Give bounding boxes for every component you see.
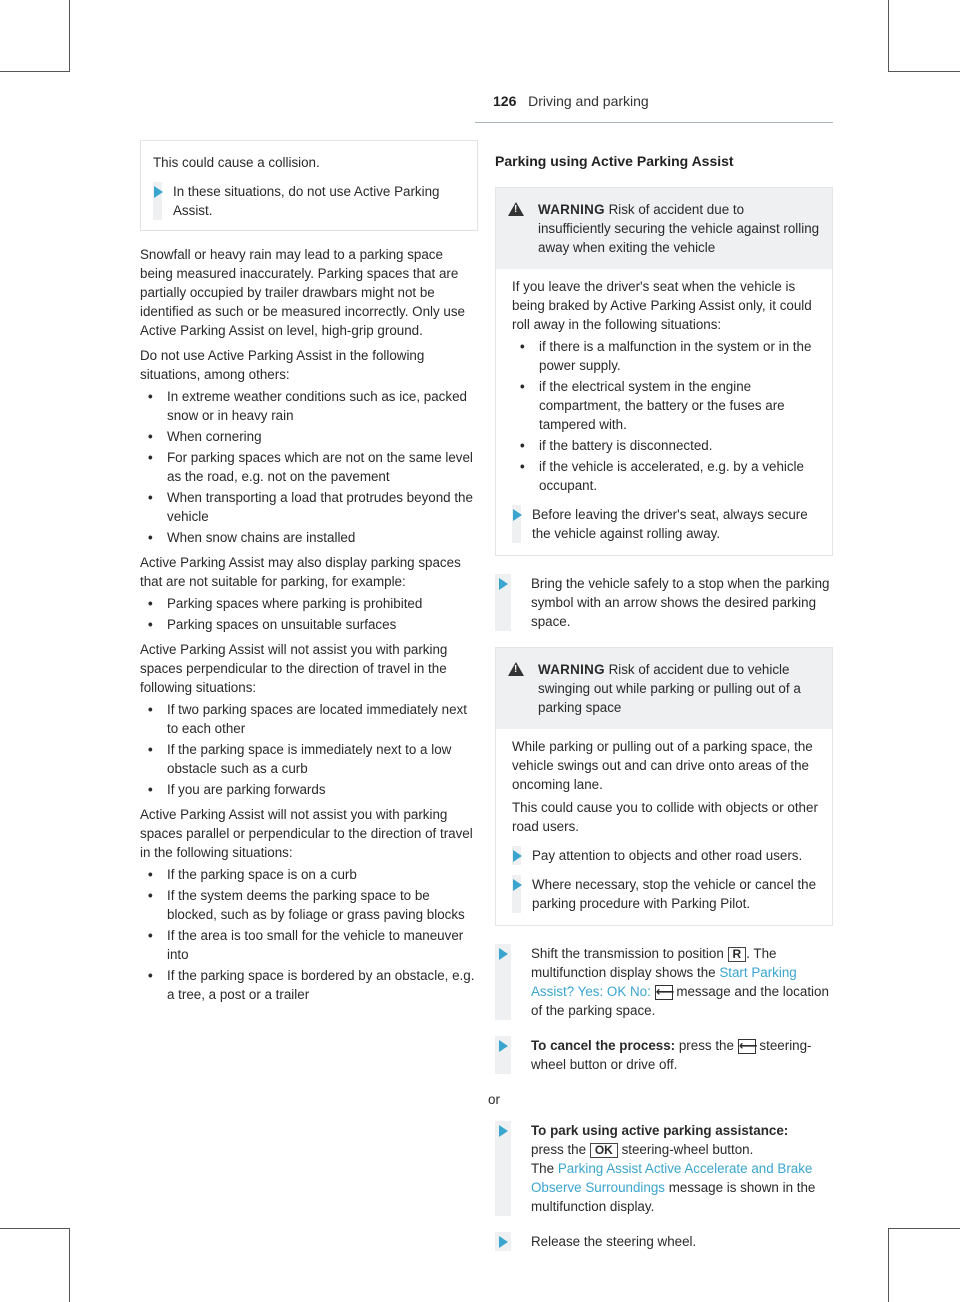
list-item: • Parking spaces where parking is prohibited — [140, 594, 478, 613]
action-text: Pay attention to objects and other road users. — [532, 848, 803, 863]
action-text: Where necessary, stop the vehicle or cancel the parking procedure with Parking Pilot. — [532, 877, 817, 911]
step-item — [495, 1232, 833, 1251]
action-text: In these situations, do not use Active Parking Assist. — [173, 184, 440, 218]
bullet-list — [512, 337, 820, 495]
step-arrow-icon — [499, 1236, 508, 1248]
action-item — [512, 505, 820, 543]
bullet-list — [140, 865, 478, 1004]
section-title: Driving and parking — [528, 93, 649, 109]
list-item: • When snow chains are installed — [140, 528, 478, 547]
step-item — [495, 1036, 833, 1074]
display-message: Start Parking Assist? Yes: OK No: — [531, 965, 797, 999]
step-item — [495, 574, 833, 631]
warning-header — [496, 188, 832, 269]
step-text: message is shown in the multifunction display. — [531, 1180, 816, 1214]
step-arrow-icon — [499, 1125, 508, 1137]
back-arrow-icon: ⟵ — [655, 983, 675, 999]
ok-button-symbol: OK — [590, 1143, 618, 1158]
action-arrow-icon — [513, 879, 522, 891]
step-text: Release the steering wheel. — [531, 1234, 697, 1249]
crop-mark — [888, 1228, 960, 1229]
bullet-list — [140, 387, 478, 547]
crop-mark — [0, 71, 70, 72]
list-item: • If the parking space is on a curb — [140, 865, 478, 884]
warning-title: Risk of accident due to insufficiently securing the vehicle against rolling away when exiting the vehicle — [538, 202, 820, 255]
warning-label: WARNING — [538, 202, 605, 217]
warning-text: If you leave the driver's seat when the vehicle is being braked by Active Parking Assist only, it could roll away in the following situations: — [512, 279, 812, 332]
step-label: To cancel the process: — [531, 1038, 676, 1053]
page-header — [475, 92, 833, 123]
step-arrow-icon — [499, 578, 508, 590]
action-item — [512, 846, 820, 865]
list-item: • if there is a malfunction in the system or in the power supply. — [512, 337, 820, 375]
paragraph: Active Parking Assist may also display parking spaces that are not suitable for parking, for example: — [140, 555, 461, 589]
right-column — [488, 152, 833, 1267]
warning-body — [496, 729, 832, 925]
warning-body — [496, 269, 832, 555]
warning-text: While parking or pulling out of a parking space, the vehicle swings out and can drive onto areas of the oncoming lane. — [512, 739, 813, 792]
step-text: press the — [678, 1038, 734, 1053]
list-item: • If two parking spaces are located immediately next to each other — [140, 700, 478, 738]
warning-label: WARNING — [538, 662, 605, 677]
list-item: • For parking spaces which are not on the same level as the road, e.g. not on the pavement — [140, 448, 478, 486]
bullet-list — [140, 594, 478, 634]
crop-mark — [69, 0, 70, 72]
action-item — [512, 875, 820, 913]
or-text: or — [488, 1092, 500, 1107]
step-text: steering-wheel button or drive off. — [531, 1038, 812, 1072]
section-heading: Parking using Active Parking Assist — [495, 153, 734, 169]
list-item: • If you are parking forwards — [140, 780, 478, 799]
list-item: • In extreme weather conditions such as ice, packed snow or in heavy rain — [140, 387, 478, 425]
note-text: This could cause a collision. — [153, 155, 320, 170]
warning-box — [495, 647, 833, 926]
action-text: Before leaving the driver's seat, always secure the vehicle against rolling away. — [532, 507, 808, 541]
list-item: • If the parking space is immediately next to a low obstacle such as a curb — [140, 740, 478, 778]
step-text: press the — [531, 1142, 587, 1157]
back-arrow-icon: ⟵ — [738, 1037, 758, 1053]
list-item: • If the area is too small for the vehicle to maneuver into — [140, 926, 478, 964]
action-arrow-icon — [154, 186, 163, 198]
crop-mark — [888, 0, 889, 72]
paragraph: Snowfall or heavy rain may lead to a parking space being measured inaccurately. Parking spaces that are partially occupied by trailer drawbars might not be identified as such or be measured incorrectly. Only use Active Parking Assist on level, high-grip ground. — [140, 247, 466, 338]
list-item: • If the parking space is bordered by an obstacle, e.g. a tree, a post or a trailer — [140, 966, 478, 1004]
crop-mark — [888, 1228, 889, 1302]
warning-icon — [508, 202, 524, 216]
crop-mark — [69, 1228, 70, 1302]
list-item: • If the system deems the parking space to be blocked, such as by foliage or grass paving blocks — [140, 886, 478, 924]
action-arrow-icon — [513, 509, 522, 521]
step-label: To park using active parking assistance: — [531, 1123, 789, 1138]
step-item — [495, 1121, 833, 1216]
step-item: Shift the transmission to position R . The multifunction display shows the Start Parking Assist? Yes: OK No: ⟵ message and the location of the parking space. — [495, 944, 833, 1020]
paragraph: Do not use Active Parking Assist in the following situations, among others: — [140, 348, 425, 382]
list-item: • When cornering — [140, 427, 478, 446]
warning-box — [495, 187, 833, 556]
gear-r-symbol: R — [728, 947, 747, 962]
step-text: message and the location of the parking space. — [531, 984, 829, 1018]
warning-icon — [508, 662, 524, 676]
list-item: • When transporting a load that protrudes beyond the vehicle — [140, 488, 478, 526]
action-item — [153, 182, 465, 220]
list-item: • if the electrical system in the engine compartment, the battery or the fuses are tampered with. — [512, 377, 820, 434]
list-item: • Parking spaces on unsuitable surfaces — [140, 615, 478, 634]
step-arrow-icon — [499, 1040, 508, 1052]
warning-title: Risk of accident due to vehicle swinging out while parking or pulling out of a parking space — [538, 662, 801, 715]
paragraph: Active Parking Assist will not assist you with parking spaces parallel or perpendicular to the direction of travel in the following situations: — [140, 807, 473, 860]
note-box — [140, 140, 478, 231]
step-text: Shift the transmission to position — [531, 946, 724, 961]
step-arrow-icon — [499, 948, 508, 960]
action-arrow-icon — [513, 850, 522, 862]
warning-header — [496, 648, 832, 729]
crop-mark — [888, 71, 960, 72]
step-text: Bring the vehicle safely to a stop when the parking symbol with an arrow shows the desired parking space. — [531, 576, 830, 629]
warning-text: This could cause you to collide with objects or other road users. — [512, 800, 818, 834]
step-text: The — [531, 1161, 555, 1176]
list-item: • if the battery is disconnected. — [512, 436, 820, 455]
paragraph: Active Parking Assist will not assist you with parking spaces perpendicular to the direction of travel in the following situations: — [140, 642, 448, 695]
left-column — [140, 140, 478, 1008]
step-text: The multifunction display shows the — [531, 946, 777, 980]
list-item: • if the vehicle is accelerated, e.g. by a vehicle occupant. — [512, 457, 820, 495]
bullet-list — [140, 700, 478, 799]
page-number: 126 — [493, 93, 517, 109]
crop-mark — [0, 1228, 70, 1229]
step-text: steering-wheel button. — [621, 1142, 754, 1157]
display-message: Parking Assist Active Accelerate and Brake Observe Surroundings — [531, 1161, 813, 1195]
